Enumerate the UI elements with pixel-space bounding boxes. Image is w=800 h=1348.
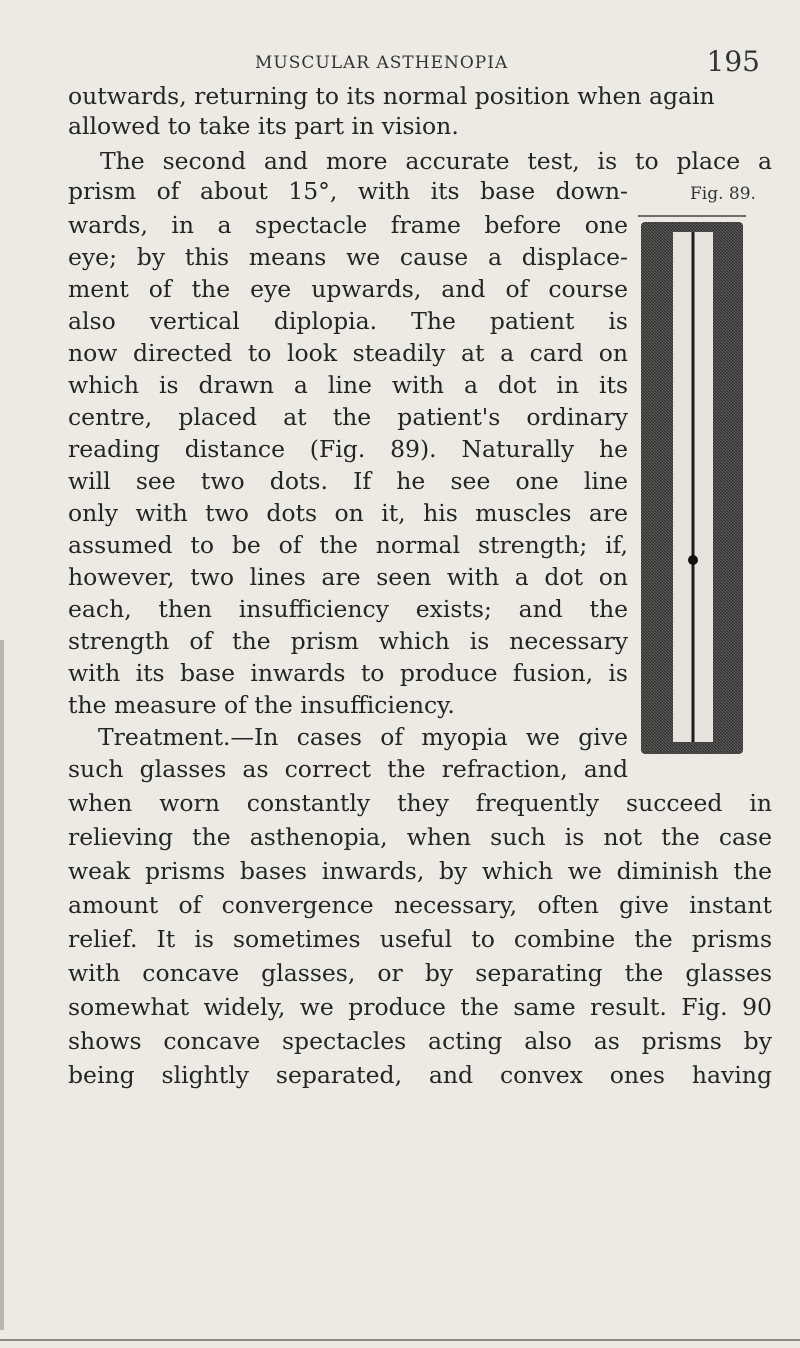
text-line: shows concave spectacles acting also as prisms by xyxy=(68,1027,772,1055)
text-line: only with two dots on it, his muscles are xyxy=(68,499,628,527)
text-line: outwards, returning to its normal position when again xyxy=(68,82,715,110)
page-edge-shadow xyxy=(0,640,4,1330)
text-line: the measure of the insufficiency. xyxy=(68,691,455,719)
text-line: relieving the asthenopia, when such is not the case xyxy=(68,823,772,851)
text-line: weak prisms bases inwards, by which we diminish the xyxy=(68,857,772,885)
text-line: will see two dots. If he see one line xyxy=(68,467,628,495)
bottom-edge-rule xyxy=(0,1339,800,1341)
text-line: strength of the prism which is necessary xyxy=(68,627,628,655)
text-line: centre, placed at the patient's ordinary xyxy=(68,403,628,431)
text-line: with concave glasses, or by separating the glasses xyxy=(68,959,772,987)
figure-label: Fig. 89. xyxy=(690,184,756,204)
text-line: also vertical diplopia. The patient is xyxy=(68,307,628,335)
text-line: when worn constantly they frequently succeed in xyxy=(68,789,772,817)
text-line: assumed to be of the normal strength; if, xyxy=(68,531,628,559)
card-center-dot xyxy=(688,555,698,565)
text-line: The second and more accurate test, is to place a xyxy=(100,147,772,175)
text-line: however, two lines are seen with a dot on xyxy=(68,563,628,591)
text-line: somewhat widely, we produce the same result. Fig. 90 xyxy=(68,993,772,1021)
text-line: with its base inwards to produce fusion, is xyxy=(68,659,628,687)
text-line: Treatment.—In cases of myopia we give xyxy=(98,723,628,751)
text-line: relief. It is sometimes useful to combine the prisms xyxy=(68,925,772,953)
page-number: 195 xyxy=(706,45,760,78)
text-line: which is drawn a line with a dot in its xyxy=(68,371,628,399)
text-line: ment of the eye upwards, and of course xyxy=(68,275,628,303)
text-line: reading distance (Fig. 89). Naturally he xyxy=(68,435,628,463)
text-line: allowed to take its part in vision. xyxy=(68,112,459,140)
text-line: prism of about 15°, with its base down- xyxy=(68,177,628,205)
text-line: amount of convergence necessary, often give instant xyxy=(68,891,772,919)
text-line: eye; by this means we cause a displace- xyxy=(68,243,628,271)
text-line: each, then insufficiency exists; and the xyxy=(68,595,628,623)
text-line: such glasses as correct the refraction, and xyxy=(68,755,628,783)
text-line: wards, in a spectacle frame before one xyxy=(68,211,628,239)
running-title: MUSCULAR ASTHENOPIA xyxy=(255,53,509,73)
text-line: now directed to look steadily at a card on xyxy=(68,339,628,367)
text-line: being slightly separated, and convex ones having xyxy=(68,1061,772,1089)
